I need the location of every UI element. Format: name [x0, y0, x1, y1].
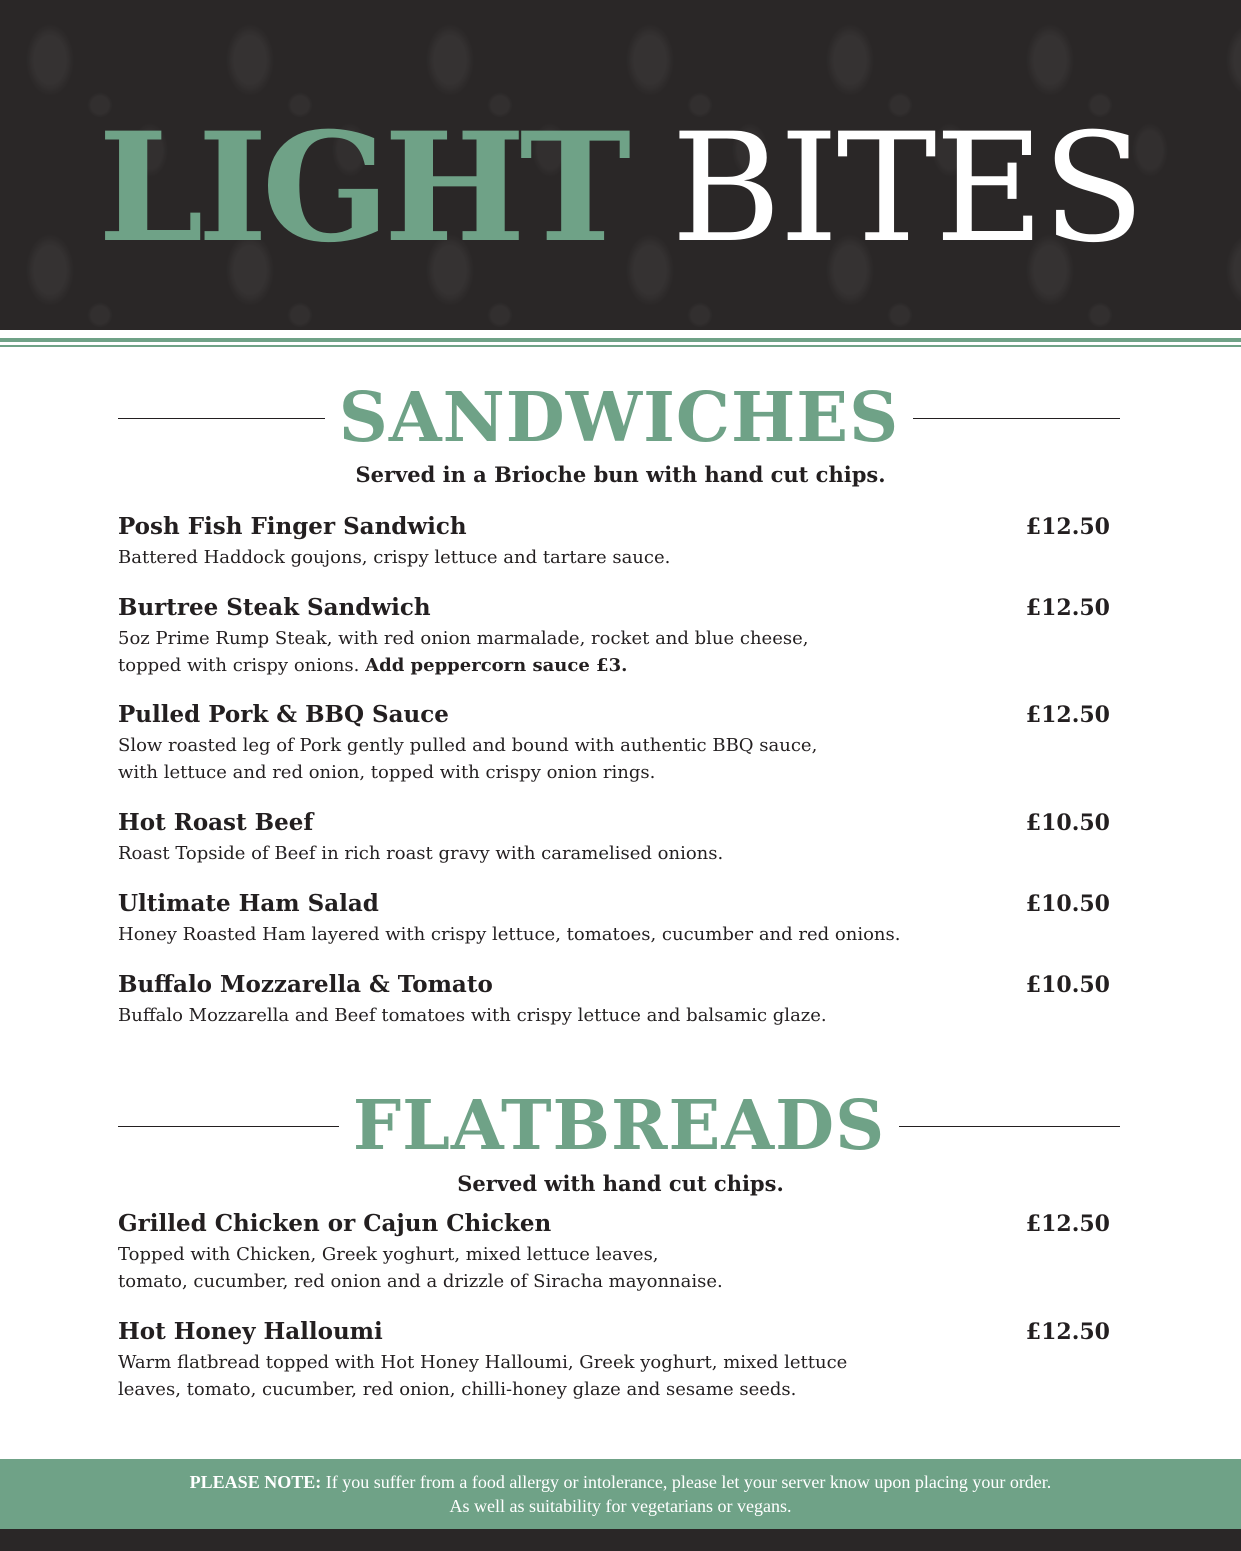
item-price: £10.50 [1025, 972, 1110, 998]
title-light: LIGHT [98, 100, 626, 276]
desc-line: Battered Haddock goujons, crispy lettuce and tartare sauce. [118, 547, 671, 568]
item-description [118, 1241, 978, 1295]
menu-item [118, 1210, 1110, 1295]
item-price: £12.50 [1025, 702, 1110, 728]
item-name: Posh Fish Finger Sandwich [118, 513, 467, 540]
item-addon: Add peppercorn sauce £3. [365, 655, 628, 676]
desc-line: Honey Roasted Ham layered with crispy lettuce, tomatoes, cucumber and red onions. [118, 924, 901, 945]
item-price: £10.50 [1025, 891, 1110, 917]
item-name: Pulled Pork & BBQ Sauce [118, 701, 449, 728]
item-description [118, 732, 978, 786]
item-price: £12.50 [1025, 595, 1110, 621]
desc-line: Roast Topside of Beef in rich roast gravy with caramelised onions. [118, 843, 724, 864]
item-price: £12.50 [1025, 1211, 1110, 1237]
note-text: If you suffer from a food allergy or intolerance, please let your server know upon placing your order. [325, 1472, 1052, 1492]
menu-item [118, 594, 1110, 679]
menu-header [0, 0, 1241, 330]
desc-line: 5oz Prime Rump Steak, with red onion marmalade, rocket and blue cheese, [118, 628, 809, 649]
item-name: Hot Honey Halloumi [118, 1318, 383, 1345]
item-description [118, 840, 978, 867]
item-price: £10.50 [1025, 810, 1110, 836]
menu-item [118, 1318, 1110, 1403]
item-name: Hot Roast Beef [118, 809, 314, 836]
sandwiches-heading [118, 380, 1120, 456]
header-divider-thin [0, 345, 1241, 347]
item-name: Burtree Steak Sandwich [118, 594, 431, 621]
item-description [118, 544, 978, 571]
menu-title [0, 100, 1241, 276]
flatbreads-title: FLATBREADS [352, 1086, 886, 1166]
item-name: Buffalo Mozzarella & Tomato [118, 971, 493, 998]
desc-line: with lettuce and red onion, topped with crispy onion rings. [118, 762, 656, 783]
desc-line: Slow roasted leg of Pork gently pulled and bound with authentic BBQ sauce, [118, 735, 818, 756]
heading-rule-right [899, 1126, 1120, 1127]
desc-line: Buffalo Mozzarella and Beef tomatoes with crispy lettuce and balsamic glaze. [118, 1005, 827, 1026]
menu-item [118, 971, 1110, 1029]
allergy-note-line-1 [0, 1470, 1241, 1494]
desc-line: Topped with Chicken, Greek yoghurt, mixed lettuce leaves, [118, 1244, 659, 1265]
heading-rule-left [118, 1126, 339, 1127]
footer-band [0, 1529, 1241, 1551]
desc-line: Warm flatbread topped with Hot Honey Halloumi, Greek yoghurt, mixed lettuce [118, 1352, 848, 1373]
sandwiches-subtitle: Served in a Brioche bun with hand cut chips. [355, 462, 886, 487]
allergy-note-line-2: As well as suitability for vegetarians or vegans. [449, 1496, 792, 1516]
menu-item [118, 809, 1110, 867]
menu-item [118, 701, 1110, 786]
desc-line: leaves, tomato, cucumber, red onion, chilli-honey glaze and sesame seeds. [118, 1379, 797, 1400]
flatbreads-heading [118, 1088, 1120, 1164]
header-divider [0, 338, 1241, 342]
heading-rule-left [118, 418, 325, 419]
menu-item [118, 890, 1110, 948]
title-bites: BITES [671, 102, 1143, 276]
desc-line: tomato, cucumber, red onion and a drizzle of Siracha mayonnaise. [118, 1271, 723, 1292]
menu-item [118, 513, 1110, 571]
item-name: Grilled Chicken or Cajun Chicken [118, 1210, 552, 1237]
item-description [118, 921, 1018, 948]
item-name: Ultimate Ham Salad [118, 890, 379, 917]
item-description [118, 625, 978, 679]
sandwiches-title: SANDWICHES [338, 378, 900, 458]
desc-line: topped with crispy onions. [118, 655, 360, 676]
item-price: £12.50 [1025, 1319, 1110, 1345]
allergy-note [0, 1459, 1241, 1529]
flatbreads-subtitle: Served with hand cut chips. [457, 1171, 784, 1196]
item-description [118, 1349, 978, 1403]
item-description [118, 1002, 978, 1029]
heading-rule-right [913, 418, 1120, 419]
note-label: PLEASE NOTE: [189, 1472, 322, 1492]
item-price: £12.50 [1025, 514, 1110, 540]
